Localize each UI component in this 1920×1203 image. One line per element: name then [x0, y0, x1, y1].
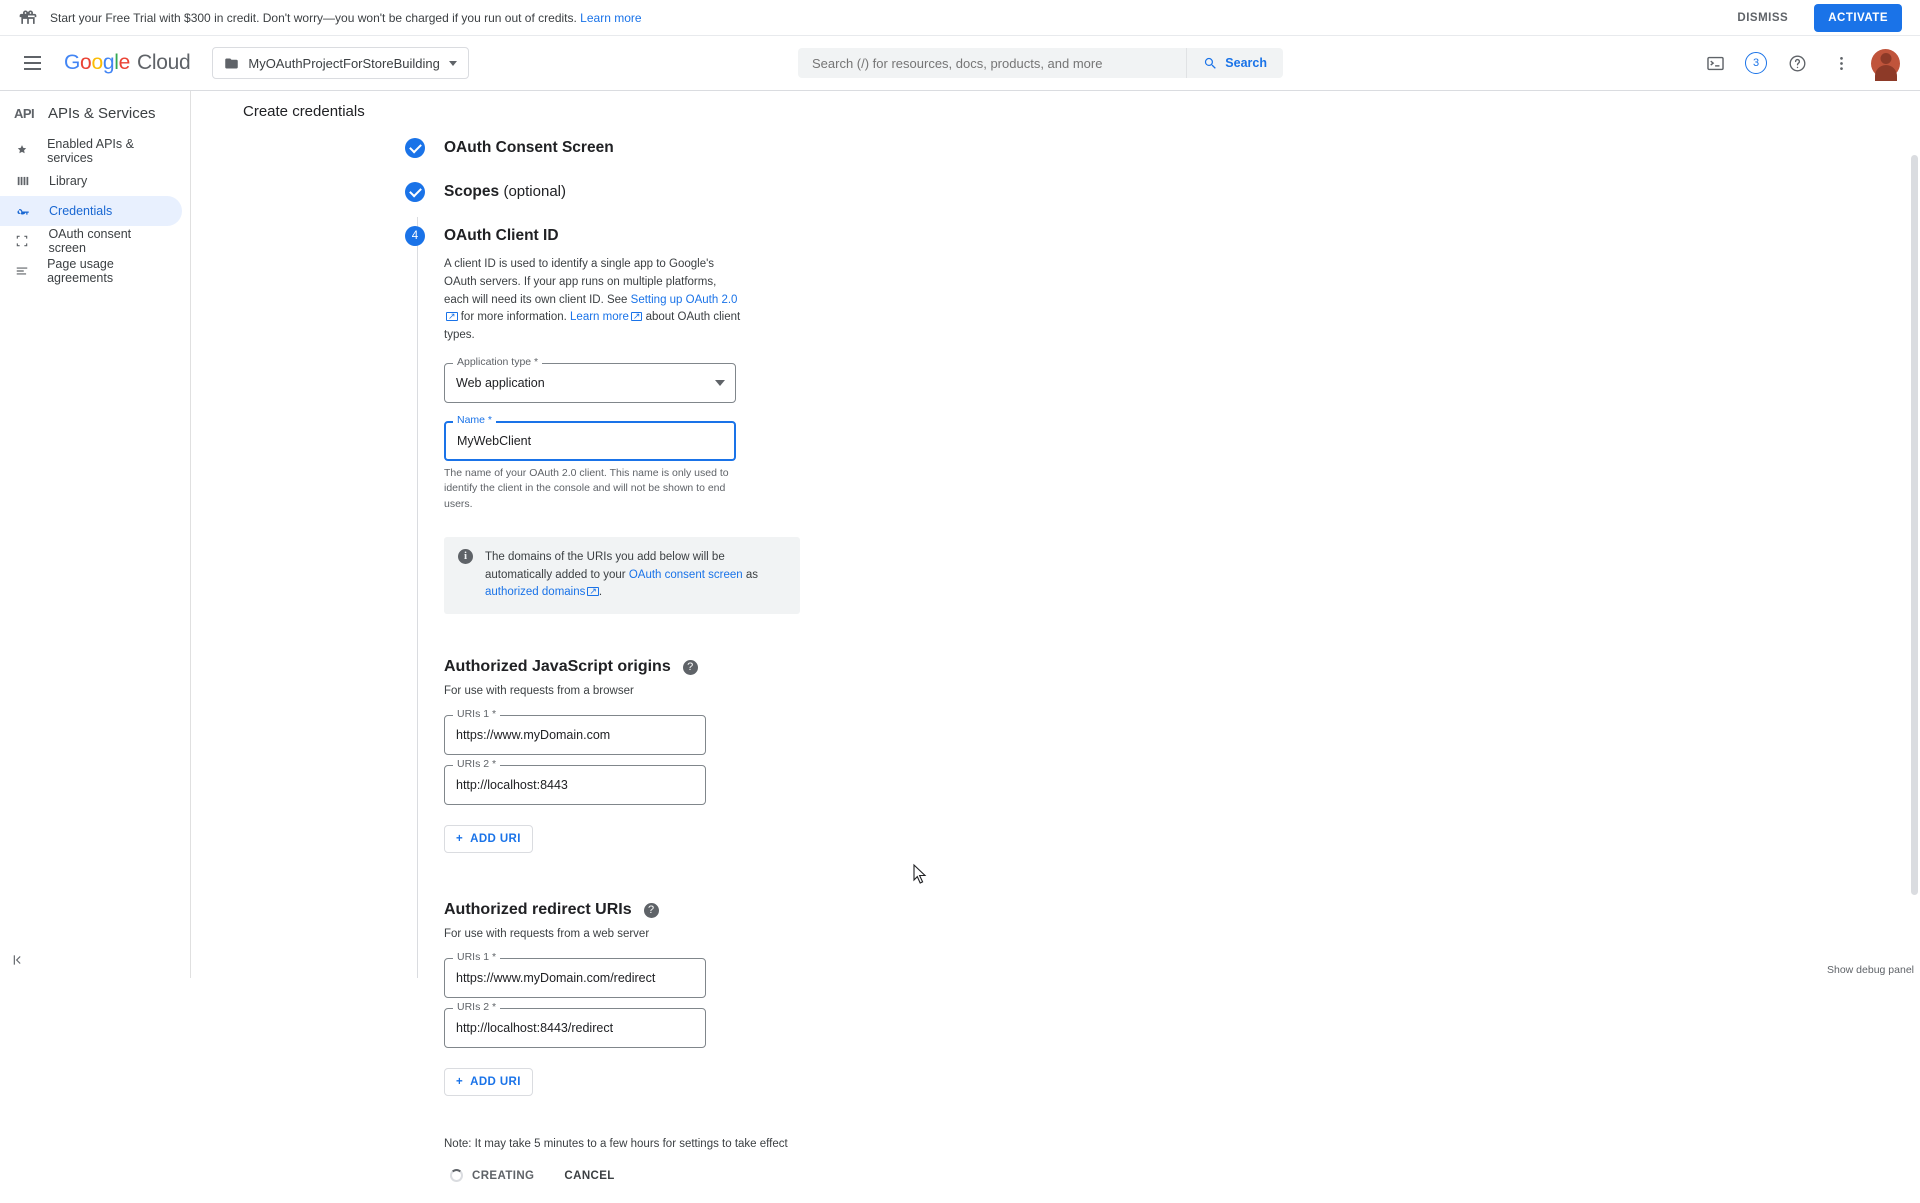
notification-count-badge[interactable]: 3: [1745, 52, 1767, 74]
collapse-left-icon[interactable]: [12, 953, 26, 970]
step-body: [405, 252, 1920, 1203]
search-button-label: Search: [1225, 56, 1267, 70]
js-origins-header: [444, 658, 1920, 676]
promo-message: Start your Free Trial with $300 in credit. Don't worry—you won't be charged if you run out of credits.: [50, 10, 577, 25]
search-button[interactable]: [1186, 48, 1283, 78]
project-name: MyOAuthProjectForStoreBuilding: [248, 55, 440, 71]
redirect-uris-header: [444, 901, 1920, 919]
form-actions: [444, 1168, 1920, 1203]
consent-icon: [14, 234, 30, 248]
redirect-uri-2-field[interactable]: [444, 1001, 706, 1048]
logo-cloud-text: Cloud: [136, 51, 191, 74]
header-actions: [1701, 49, 1906, 78]
application-type-value: Web application: [456, 376, 545, 391]
application-type-field[interactable]: [444, 356, 736, 403]
sidebar-item-label: Credentials: [49, 204, 113, 218]
help-icon[interactable]: ?: [683, 660, 698, 675]
hamburger-icon[interactable]: [14, 45, 50, 81]
scrollbar-thumb[interactable]: [1911, 155, 1918, 895]
js-origin-uri-2-label: URIs 2 *: [453, 758, 500, 770]
library-icon: [14, 174, 31, 188]
settings-effect-note: Note: It may take 5 minutes to a few hours for settings to take effect: [444, 1138, 788, 1151]
promo-text: [50, 11, 642, 25]
oauth-consent-screen-link[interactable]: OAuth consent screen: [628, 568, 743, 581]
main-scrollbar[interactable]: [1909, 91, 1920, 978]
authorized-domains-link[interactable]: authorized domains ↗: [485, 586, 599, 598]
sidebar-item-oauth-consent-screen[interactable]: [0, 226, 182, 256]
js-origin-uri-1-label: URIs 1 *: [453, 708, 500, 720]
client-name-label: Name *: [453, 414, 496, 426]
step-header: [405, 132, 1920, 164]
chevron-down-icon: [449, 61, 457, 66]
client-name-input[interactable]: [444, 421, 736, 461]
add-uri-label: ADD URI: [470, 833, 521, 846]
page-title: Create credentials: [243, 103, 365, 120]
step-spacer: [405, 208, 1920, 220]
redirect-uris-subtitle: For use with requests from a web server: [444, 928, 650, 941]
app-header: [0, 36, 1920, 91]
logo-letter: l: [114, 51, 119, 74]
api-icon: API: [14, 106, 35, 121]
logo-letter: o: [80, 51, 92, 74]
promo-learn-more-link[interactable]: Learn more: [580, 10, 642, 25]
client-name-helper-text: The name of your OAuth 2.0 client. This name is only used to identify the client in the console and will not be shown to end users.: [444, 467, 729, 510]
chevron-down-icon: [715, 380, 725, 386]
js-origin-uri-1-input[interactable]: [444, 715, 706, 755]
activate-button[interactable]: ACTIVATE: [1814, 4, 1902, 32]
client-name-field[interactable]: [444, 414, 736, 461]
description-part: about OAuth client types.: [444, 311, 741, 342]
sidebar-item-label: Enabled APIs & services: [47, 137, 134, 165]
description-part: for more information.: [457, 311, 571, 324]
client-id-description: [444, 256, 744, 345]
creating-label: CREATING: [472, 1169, 535, 1182]
page-body: [0, 91, 1920, 1182]
step-title: OAuth Consent Screen: [444, 139, 614, 156]
redirect-uri-2-label: URIs 2 *: [453, 1001, 500, 1013]
help-icon[interactable]: ?: [644, 903, 659, 918]
search-input[interactable]: [798, 48, 1186, 78]
dismiss-button[interactable]: DISMISS: [1729, 6, 1796, 30]
sidebar-item-library[interactable]: [0, 166, 182, 196]
info-part: .: [598, 586, 603, 599]
application-type-label: Application type *: [453, 356, 542, 368]
info-part: The domains of the URIs you add below will be automatically added to your: [485, 550, 725, 581]
js-origins-add-uri-button[interactable]: [444, 825, 533, 853]
step-title: OAuth Client ID: [444, 227, 559, 244]
step-complete-check-icon: [405, 138, 425, 158]
logo-letter: G: [64, 51, 81, 74]
loading-spinner-icon: [450, 1169, 463, 1182]
step-scopes[interactable]: [405, 176, 1920, 208]
step-spacer: [405, 164, 1920, 176]
step-optional-label: (optional): [503, 183, 566, 200]
step-number-badge: 4: [405, 226, 425, 246]
step-oauth-client-id: [405, 220, 1920, 1203]
step-header: [405, 176, 1920, 208]
redirect-uri-1-input[interactable]: [444, 958, 706, 998]
promo-actions: [1729, 4, 1902, 32]
terminal-icon[interactable]: [1701, 49, 1729, 77]
main-content: [191, 91, 1920, 1182]
js-origin-uri-1-field[interactable]: [444, 708, 706, 755]
domains-info-box: [444, 537, 800, 614]
sidebar-title: [0, 101, 190, 136]
show-debug-panel-link[interactable]: Show debug panel: [1827, 964, 1914, 976]
logo-letter: g: [102, 51, 115, 74]
sidebar-item-label: OAuth consent screen: [48, 227, 132, 255]
gift-icon: [18, 8, 38, 28]
promo-banner: [0, 0, 1920, 36]
learn-more-link[interactable]: Learn more ↗: [570, 311, 642, 323]
redirect-uri-1-field[interactable]: [444, 951, 706, 998]
plus-icon: +: [456, 833, 464, 846]
search-bar: [798, 48, 1283, 78]
sidebar-item-label: Page usage agreements: [47, 257, 114, 285]
sidebar-item-page-usage-agreements[interactable]: [0, 256, 182, 286]
agreements-icon: [14, 264, 29, 278]
logo-letter: o: [91, 51, 103, 74]
step-complete-check-icon: [405, 182, 425, 202]
info-icon: i: [458, 549, 473, 564]
step-oauth-consent-screen[interactable]: [405, 132, 1920, 164]
js-origins-subtitle: For use with requests from a browser: [444, 685, 634, 698]
help-icon[interactable]: [1783, 49, 1811, 77]
project-icon: [224, 56, 239, 71]
project-selector[interactable]: [212, 47, 468, 79]
info-part: as: [742, 568, 758, 581]
plus-icon: +: [456, 1076, 464, 1089]
create-credentials-form: [191, 120, 1920, 1203]
search-icon: [1203, 56, 1218, 71]
google-cloud-logo[interactable]: [64, 51, 190, 75]
step-header: [405, 220, 1920, 252]
sidebar-item-label: Library: [49, 174, 88, 188]
redirect-uri-2-input[interactable]: [444, 1008, 706, 1048]
redirect-uri-1-label: URIs 1 *: [453, 951, 500, 963]
step-title-text: Scopes: [444, 183, 500, 200]
sidebar: [0, 91, 191, 978]
js-origins-heading: Authorized JavaScript origins: [444, 658, 671, 676]
redirect-uris-heading: Authorized redirect URIs: [444, 901, 632, 919]
sidebar-item-credentials[interactable]: [0, 196, 182, 226]
key-icon: [14, 204, 31, 219]
js-origin-uri-2-input[interactable]: [444, 765, 706, 805]
domains-info-text: [485, 549, 786, 602]
sidebar-title-label: APIs & Services: [48, 105, 156, 122]
application-type-select[interactable]: [444, 363, 736, 403]
setting-up-oauth-link[interactable]: Setting up OAuth 2.0 ↗: [444, 294, 737, 324]
enabled-apis-icon: [14, 144, 29, 158]
cancel-button[interactable]: CANCEL: [558, 1169, 620, 1183]
redirect-uris-add-uri-button[interactable]: [444, 1068, 533, 1096]
user-avatar[interactable]: [1871, 49, 1900, 78]
add-uri-label: ADD URI: [470, 1076, 521, 1089]
step-title: [444, 183, 566, 201]
description-part: A client ID is used to identify a single app to Google's OAuth servers. If your app runs on multiple platforms, each will need its own client ID. See: [444, 258, 717, 306]
js-origin-uri-2-field[interactable]: [444, 758, 706, 805]
logo-letter: e: [118, 51, 130, 74]
logo-text: [64, 51, 130, 75]
more-vert-icon[interactable]: [1827, 49, 1855, 77]
sidebar-item-enabled-apis[interactable]: [0, 136, 182, 166]
creating-button: [444, 1168, 540, 1183]
